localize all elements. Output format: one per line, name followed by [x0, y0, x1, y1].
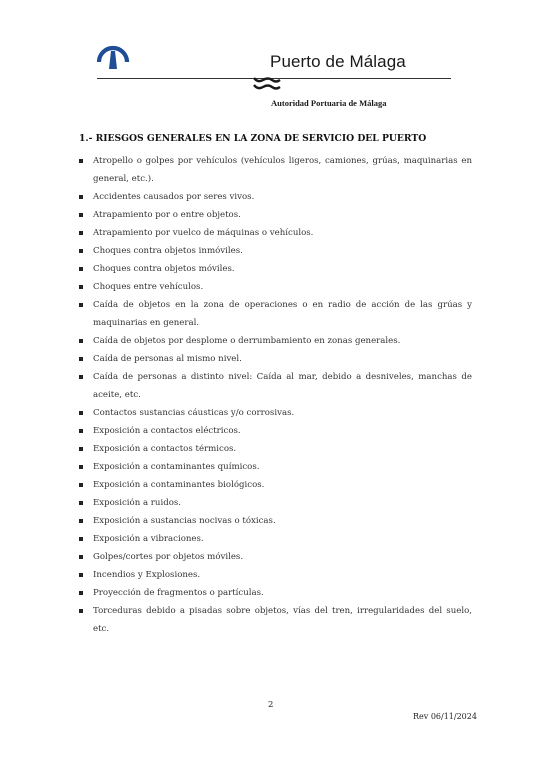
list-item: Choques contra objetos inmóviles.: [78, 242, 472, 260]
list-item: Caída de objetos en la zona de operaciones o en radio de acción de las grúas y maquinarias en general.: [78, 296, 472, 332]
risk-list: [78, 152, 472, 638]
list-item: Atrapamiento por o entre objetos.: [78, 206, 472, 224]
list-item: Choques entre vehículos.: [78, 278, 472, 296]
list-item: Golpes/cortes por objetos móviles.: [78, 548, 472, 566]
list-item: Caída de objetos por desplome o derrumbamiento en zonas generales.: [78, 332, 472, 350]
list-item: Atropello o golpes por vehículos (vehículos ligeros, camiones, grúas, maquinarias en general, etc.).: [78, 152, 472, 188]
list-item: Exposición a contactos eléctricos.: [78, 422, 472, 440]
list-item: Exposición a contactos térmicos.: [78, 440, 472, 458]
section-title: 1.- RIESGOS GENERALES EN LA ZONA DE SERVICIO DEL PUERTO: [79, 133, 427, 144]
wave-logo-icon: [252, 74, 282, 98]
list-item: Contactos sustancias cáusticas y/o corrosivas.: [78, 404, 472, 422]
page-header: [0, 0, 547, 115]
brand-title: Puerto de Málaga: [270, 52, 406, 71]
list-item: Exposición a contaminantes biológicos.: [78, 476, 472, 494]
list-item: Exposición a ruidos.: [78, 494, 472, 512]
revision-date: Rev 06/11/2024: [413, 712, 477, 721]
list-item: Caída de personas a distinto nivel: Caída al mar, debido a desniveles, manchas de aceite, etc.: [78, 368, 472, 404]
port-arch-logo-icon: [96, 42, 130, 76]
list-item: Exposición a vibraciones.: [78, 530, 472, 548]
list-item: Exposición a contaminantes químicos.: [78, 458, 472, 476]
list-item: Choques contra objetos móviles.: [78, 260, 472, 278]
list-item: Exposición a sustancias nocivas o tóxicas.: [78, 512, 472, 530]
list-item: Proyección de fragmentos o partículas.: [78, 584, 472, 602]
list-item: Torceduras debido a pisadas sobre objetos, vías del tren, irregularidades del suelo, etc.: [78, 602, 472, 638]
page-number: 2: [268, 700, 274, 710]
list-item: Accidentes causados por seres vivos.: [78, 188, 472, 206]
list-item: Atrapamiento por vuelco de máquinas o vehículos.: [78, 224, 472, 242]
list-item: Caída de personas al mismo nivel.: [78, 350, 472, 368]
list-item: Incendios y Explosiones.: [78, 566, 472, 584]
brand-subtitle: Autoridad Portuaria de Málaga: [271, 98, 387, 108]
